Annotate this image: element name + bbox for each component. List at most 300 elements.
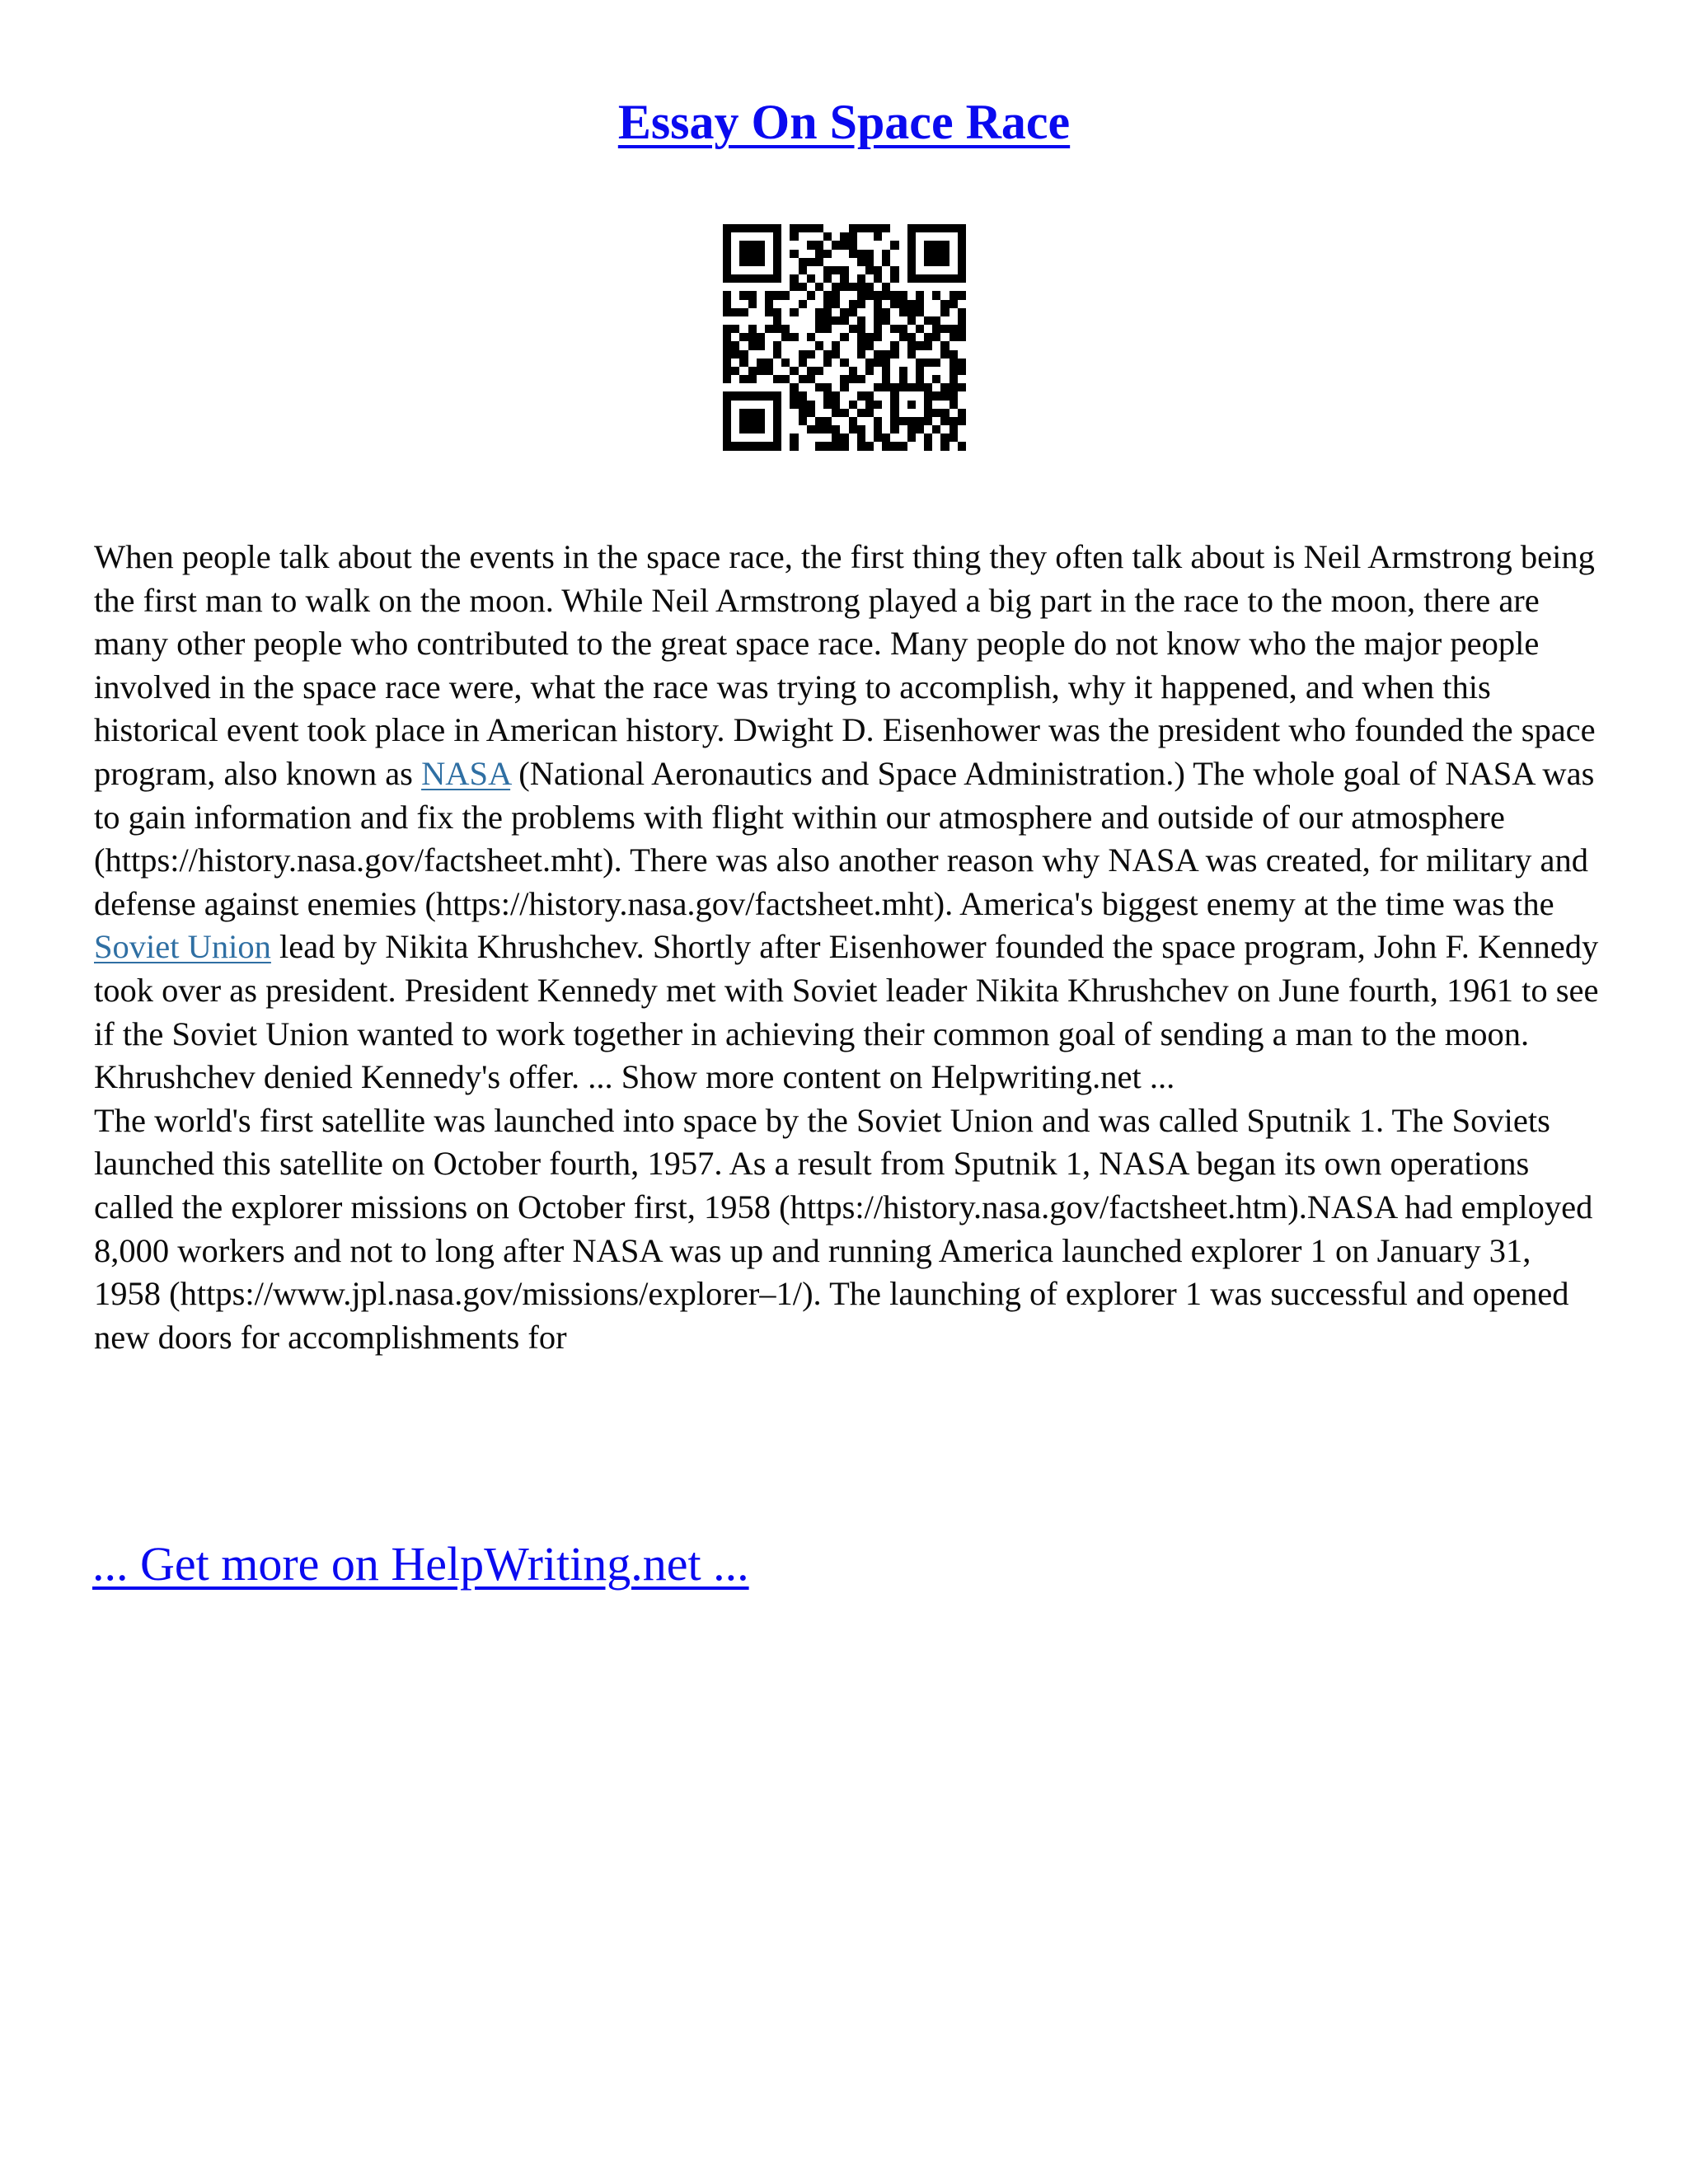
- qr-module: [790, 250, 798, 258]
- qr-module: [815, 341, 823, 349]
- qr-module: [857, 359, 865, 367]
- qr-module: [773, 434, 781, 442]
- qr-module: [832, 308, 840, 316]
- qr-module: [781, 442, 790, 450]
- qr-module: [874, 316, 882, 325]
- qr-module: [739, 451, 748, 459]
- qr-module: [781, 224, 790, 232]
- qr-module: [790, 350, 798, 359]
- qr-module: [916, 375, 924, 383]
- qr-module: [958, 442, 966, 450]
- qr-module: [799, 258, 807, 266]
- qr-module: [840, 232, 848, 241]
- qr-module: [907, 241, 916, 249]
- qr-module: [723, 258, 731, 266]
- qr-module: [765, 425, 773, 434]
- qr-module: [765, 283, 773, 291]
- qr-module: [857, 316, 865, 325]
- qr-module: [890, 316, 898, 325]
- qr-module: [748, 308, 757, 316]
- qr-module: [748, 442, 757, 450]
- qr-module: [874, 300, 882, 308]
- qr-module: [815, 434, 823, 442]
- qr-module: [832, 283, 840, 291]
- qr-code-image: [723, 224, 966, 467]
- qr-module: [849, 425, 857, 434]
- qr-module: [958, 308, 966, 316]
- qr-module: [932, 391, 940, 400]
- qr-module: [932, 300, 940, 308]
- qr-module: [807, 283, 815, 291]
- qr-module: [932, 241, 940, 249]
- qr-module: [748, 325, 757, 333]
- qr-module: [932, 383, 940, 391]
- qr-module: [757, 350, 765, 359]
- qr-module: [739, 409, 748, 417]
- qr-module: [907, 232, 916, 241]
- qr-module: [731, 283, 739, 291]
- qr-module: [932, 232, 940, 241]
- qr-module: [757, 274, 765, 283]
- qr-module: [890, 451, 898, 459]
- qr-module: [731, 409, 739, 417]
- qr-module: [773, 283, 781, 291]
- qr-module: [739, 367, 748, 375]
- page-title: [0, 89, 1688, 155]
- qr-module: [731, 442, 739, 450]
- qr-module: [731, 224, 739, 232]
- qr-module: [840, 283, 848, 291]
- qr-module: [815, 391, 823, 400]
- qr-module: [815, 316, 823, 325]
- qr-module: [765, 359, 773, 367]
- qr-module: [807, 241, 815, 249]
- qr-module: [907, 367, 916, 375]
- qr-module: [899, 308, 907, 316]
- qr-module: [723, 300, 731, 308]
- get-more-link[interactable]: ... Get more on HelpWriting.net ...: [92, 1537, 749, 1591]
- qr-module: [899, 359, 907, 367]
- qr-module: [882, 316, 890, 325]
- nasa-link[interactable]: NASA: [421, 754, 511, 792]
- qr-module: [815, 417, 823, 425]
- qr-module: [932, 401, 940, 409]
- qr-module: [739, 442, 748, 450]
- qr-module: [849, 341, 857, 349]
- qr-module: [739, 383, 748, 391]
- qr-module: [832, 401, 840, 409]
- qr-module: [765, 367, 773, 375]
- qr-module: [924, 316, 932, 325]
- qr-module: [865, 341, 874, 349]
- qr-module: [950, 266, 958, 274]
- qr-module: [940, 333, 949, 341]
- qr-module: [773, 232, 781, 241]
- qr-module: [865, 367, 874, 375]
- qr-module: [723, 459, 731, 467]
- qr-module: [748, 383, 757, 391]
- qr-module: [840, 274, 848, 283]
- qr-module: [773, 308, 781, 316]
- qr-module: [790, 325, 798, 333]
- qr-module: [924, 383, 932, 391]
- qr-module: [932, 250, 940, 258]
- qr-module: [840, 359, 848, 367]
- qr-module: [857, 308, 865, 316]
- qr-module: [731, 391, 739, 400]
- qr-module: [765, 250, 773, 258]
- qr-module: [907, 401, 916, 409]
- qr-module: [874, 451, 882, 459]
- qr-module: [849, 375, 857, 383]
- qr-module: [765, 442, 773, 450]
- qr-module: [865, 274, 874, 283]
- qr-module: [748, 224, 757, 232]
- qr-module: [950, 325, 958, 333]
- qr-module: [882, 391, 890, 400]
- qr-module: [799, 409, 807, 417]
- qr-module: [773, 417, 781, 425]
- qr-module: [799, 316, 807, 325]
- qr-module: [899, 375, 907, 383]
- qr-module: [940, 241, 949, 249]
- qr-module: [765, 224, 773, 232]
- qr-module: [823, 350, 832, 359]
- qr-module: [765, 417, 773, 425]
- qr-module: [790, 425, 798, 434]
- qr-module: [765, 401, 773, 409]
- qr-module: [748, 417, 757, 425]
- qr-module: [723, 434, 731, 442]
- qr-module: [832, 316, 840, 325]
- qr-module: [723, 401, 731, 409]
- qr-module: [924, 425, 932, 434]
- qr-module: [882, 350, 890, 359]
- qr-module: [849, 333, 857, 341]
- qr-module: [757, 409, 765, 417]
- qr-module: [865, 316, 874, 325]
- qr-module: [958, 409, 966, 417]
- qr-module: [932, 417, 940, 425]
- qr-module: [950, 300, 958, 308]
- qr-module: [790, 258, 798, 266]
- qr-module: [790, 375, 798, 383]
- qr-module: [940, 459, 949, 467]
- qr-module: [940, 434, 949, 442]
- qr-module: [790, 359, 798, 367]
- qr-module: [739, 283, 748, 291]
- qr-module: [823, 308, 832, 316]
- qr-module: [723, 325, 731, 333]
- qr-module: [932, 224, 940, 232]
- qr-module: [799, 250, 807, 258]
- qr-module: [765, 341, 773, 349]
- qr-module: [815, 283, 823, 291]
- qr-module: [799, 375, 807, 383]
- qr-module: [840, 308, 848, 316]
- qr-module: [950, 442, 958, 450]
- qr-module: [773, 383, 781, 391]
- qr-module: [773, 401, 781, 409]
- qr-module: [950, 350, 958, 359]
- qr-module: [890, 325, 898, 333]
- qr-module: [950, 291, 958, 299]
- qr-module: [924, 224, 932, 232]
- qr-module: [765, 434, 773, 442]
- qr-module: [731, 383, 739, 391]
- qr-module: [950, 283, 958, 291]
- qr-module: [940, 417, 949, 425]
- qr-module: [916, 434, 924, 442]
- qr-module: [799, 232, 807, 241]
- qr-module: [731, 266, 739, 274]
- qr-module: [748, 425, 757, 434]
- qr-module: [799, 359, 807, 367]
- qr-module: [907, 274, 916, 283]
- qr-module: [823, 283, 832, 291]
- qr-module: [815, 266, 823, 274]
- qr-module: [799, 341, 807, 349]
- qr-module: [916, 283, 924, 291]
- qr-module: [857, 274, 865, 283]
- qr-module: [924, 333, 932, 341]
- qr-module: [940, 425, 949, 434]
- qr-module: [723, 442, 731, 450]
- qr-module: [790, 224, 798, 232]
- qr-module: [882, 291, 890, 299]
- qr-module: [757, 417, 765, 425]
- qr-module: [840, 417, 848, 425]
- title-link[interactable]: Essay On Space Race: [617, 95, 1071, 149]
- qr-module: [899, 241, 907, 249]
- qr-module: [823, 442, 832, 450]
- qr-module: [731, 401, 739, 409]
- qr-module: [857, 401, 865, 409]
- qr-module: [924, 459, 932, 467]
- qr-module: [773, 391, 781, 400]
- qr-module: [882, 300, 890, 308]
- qr-module: [940, 316, 949, 325]
- qr-module: [807, 316, 815, 325]
- qr-module: [857, 241, 865, 249]
- qr-module: [882, 417, 890, 425]
- qr-module: [865, 459, 874, 467]
- qr-module: [907, 224, 916, 232]
- qr-module: [807, 459, 815, 467]
- qr-module: [723, 333, 731, 341]
- qr-module: [773, 224, 781, 232]
- qr-module: [815, 459, 823, 467]
- qr-module: [723, 224, 731, 232]
- qr-module: [865, 241, 874, 249]
- qr-module: [781, 350, 790, 359]
- qr-module: [890, 401, 898, 409]
- qr-module: [799, 425, 807, 434]
- qr-module: [832, 232, 840, 241]
- qr-module: [807, 383, 815, 391]
- qr-module: [739, 341, 748, 349]
- qr-module: [748, 291, 757, 299]
- qr-module: [840, 258, 848, 266]
- qr-module: [790, 459, 798, 467]
- qr-module: [799, 442, 807, 450]
- qr-module: [950, 451, 958, 459]
- qr-module: [958, 300, 966, 308]
- qr-module: [874, 258, 882, 266]
- qr-module: [781, 451, 790, 459]
- qr-module: [799, 459, 807, 467]
- qr-module: [865, 409, 874, 417]
- qr-module: [932, 350, 940, 359]
- qr-module: [924, 291, 932, 299]
- qr-module: [916, 442, 924, 450]
- qr-module: [748, 258, 757, 266]
- qr-module: [950, 224, 958, 232]
- qr-module: [874, 401, 882, 409]
- qr-module: [950, 375, 958, 383]
- qr-module: [849, 316, 857, 325]
- qr-module: [773, 291, 781, 299]
- qr-module: [757, 442, 765, 450]
- qr-module: [958, 350, 966, 359]
- qr-module: [924, 300, 932, 308]
- qr-module: [748, 341, 757, 349]
- qr-module: [907, 434, 916, 442]
- soviet-union-link[interactable]: Soviet Union: [94, 928, 271, 966]
- qr-module: [924, 308, 932, 316]
- qr-module: [790, 409, 798, 417]
- qr-module: [950, 241, 958, 249]
- qr-module: [849, 283, 857, 291]
- qr-module: [823, 224, 832, 232]
- qr-module: [748, 401, 757, 409]
- qr-module: [807, 401, 815, 409]
- qr-module: [823, 391, 832, 400]
- qr-module: [723, 383, 731, 391]
- qr-module: [857, 333, 865, 341]
- qr-module: [958, 375, 966, 383]
- qr-module: [907, 391, 916, 400]
- qr-module: [723, 359, 731, 367]
- qr-module: [865, 308, 874, 316]
- qr-module: [857, 451, 865, 459]
- qr-module: [899, 250, 907, 258]
- qr-module: [773, 375, 781, 383]
- qr-module: [924, 359, 932, 367]
- qr-module: [790, 367, 798, 375]
- qr-module: [757, 383, 765, 391]
- qr-module: [950, 417, 958, 425]
- qr-module: [773, 350, 781, 359]
- qr-module: [865, 300, 874, 308]
- qr-module: [940, 367, 949, 375]
- qr-module: [916, 266, 924, 274]
- qr-module: [890, 434, 898, 442]
- qr-module: [907, 417, 916, 425]
- qr-module: [765, 258, 773, 266]
- qr-module: [958, 274, 966, 283]
- qr-module: [731, 375, 739, 383]
- qr-module: [865, 266, 874, 274]
- qr-module: [940, 224, 949, 232]
- qr-module: [799, 367, 807, 375]
- qr-module: [857, 224, 865, 232]
- qr-module: [849, 274, 857, 283]
- qr-module: [748, 316, 757, 325]
- qr-module: [950, 359, 958, 367]
- qr-module: [950, 232, 958, 241]
- qr-module: [781, 409, 790, 417]
- qr-module: [899, 274, 907, 283]
- qr-module: [899, 425, 907, 434]
- qr-module: [958, 359, 966, 367]
- qr-module: [823, 383, 832, 391]
- qr-module: [731, 434, 739, 442]
- qr-module: [807, 451, 815, 459]
- qr-module: [781, 359, 790, 367]
- qr-module: [882, 283, 890, 291]
- qr-module: [840, 383, 848, 391]
- qr-module: [807, 274, 815, 283]
- qr-module: [823, 274, 832, 283]
- qr-module: [882, 308, 890, 316]
- qr-module: [773, 409, 781, 417]
- qr-module: [765, 300, 773, 308]
- qr-module: [849, 232, 857, 241]
- qr-module: [950, 316, 958, 325]
- qr-module: [757, 341, 765, 349]
- qr-module: [765, 274, 773, 283]
- qr-module: [731, 333, 739, 341]
- qr-module: [832, 250, 840, 258]
- qr-module: [773, 341, 781, 349]
- qr-module: [865, 401, 874, 409]
- qr-module: [739, 325, 748, 333]
- qr-module: [890, 425, 898, 434]
- qr-module: [916, 224, 924, 232]
- qr-module: [849, 409, 857, 417]
- qr-module: [757, 308, 765, 316]
- qr-module: [815, 224, 823, 232]
- qr-module: [748, 459, 757, 467]
- qr-module: [781, 266, 790, 274]
- qr-module: [731, 232, 739, 241]
- qr-module: [781, 232, 790, 241]
- qr-module: [832, 350, 840, 359]
- qr-module: [807, 232, 815, 241]
- qr-module: [890, 283, 898, 291]
- qr-module: [940, 258, 949, 266]
- qr-module: [757, 459, 765, 467]
- qr-module: [807, 333, 815, 341]
- qr-module: [790, 391, 798, 400]
- qr-module: [890, 367, 898, 375]
- qr-module: [748, 283, 757, 291]
- qr-module: [739, 316, 748, 325]
- qr-module: [748, 274, 757, 283]
- qr-module: [899, 300, 907, 308]
- qr-module: [958, 258, 966, 266]
- qr-module: [815, 300, 823, 308]
- qr-module: [874, 274, 882, 283]
- qr-module: [757, 283, 765, 291]
- qr-module: [832, 224, 840, 232]
- qr-module: [890, 224, 898, 232]
- qr-module: [731, 459, 739, 467]
- qr-module: [723, 232, 731, 241]
- qr-module: [907, 359, 916, 367]
- paragraph-1-text-a: When people talk about the events in the space race, the first thing they often talk about is Neil Armstrong being the first man to walk on the moon. While Neil Armstrong played a big part in the race to the moon, there are many other people who contributed to the great space race. Many people do not know who the major people involved in the space race were, what the race was trying to accomplish, why it happened, and when this historical event took place in American history. Dwight D. Eisenhower was the president who founded the space program, also known as: [94, 538, 1596, 792]
